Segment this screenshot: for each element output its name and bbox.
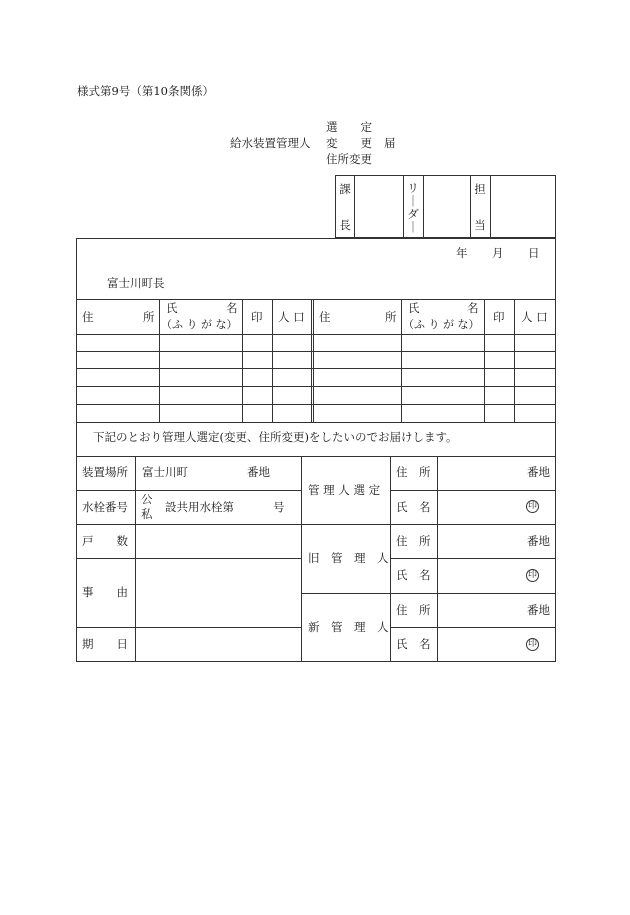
date-month: 月 [492, 246, 504, 260]
residents-header-address-1-right: 住 [319, 310, 331, 324]
approval-staff-1: 担 [474, 182, 486, 196]
old-seal-icon: 印 [527, 570, 537, 580]
reason-label: 事 由 [82, 585, 128, 599]
residents-header-name-1-right: 氏 [408, 301, 420, 315]
title-option-change: 変 更 [326, 136, 372, 150]
approval-leader-2: ｜ [407, 194, 419, 208]
date-day: 日 [528, 246, 540, 260]
location-banchi: 番地 [247, 465, 270, 479]
new-address-label: 住 所 [396, 603, 431, 617]
manager-old-label: 旧 管 理 人 [308, 551, 389, 565]
title-main: 給水装置管理人 [230, 136, 311, 150]
residents-header-name-2: 名 [226, 301, 238, 315]
approval-chief-2: 長 [339, 218, 351, 232]
title-suffix: 届 [384, 136, 396, 150]
selected-seal-icon: 印 [527, 501, 537, 511]
meter-value: 設共用水栓第 [165, 500, 234, 514]
deadline-label: 期 日 [82, 637, 128, 651]
residents-header-furigana-right: （ふ り が な） [403, 318, 480, 331]
approval-staff-2: 当 [474, 218, 486, 232]
new-name-label: 氏 名 [396, 637, 431, 651]
title-option-select: 選 定 [326, 120, 372, 134]
residents-header-name-1: 氏 [166, 301, 178, 315]
selected-banchi: 番地 [527, 465, 550, 479]
households-label: 戸 数 [82, 534, 128, 548]
selected-address-label: 住 所 [396, 465, 431, 479]
approval-leader-4: ｜ [407, 220, 419, 234]
meter-suffix: 号 [273, 500, 285, 514]
approval-leader-1: リ [407, 181, 419, 195]
residents-header-population-right: 人 口 [521, 310, 548, 324]
residents-header-address-2: 所 [143, 310, 155, 324]
old-address-label: 住 所 [396, 534, 431, 548]
addressee: 富士川町長 [107, 276, 165, 290]
form-number: 様式第9号（第10条関係） [77, 84, 214, 98]
residents-header-address-2-right: 所 [385, 310, 397, 324]
meter-public: 公 [141, 492, 153, 506]
meter-label: 水栓番号 [82, 500, 128, 514]
selected-name-label: 氏 名 [396, 500, 431, 514]
residents-header-name-2-right: 名 [467, 301, 479, 315]
residents-header-address-1: 住 [82, 310, 94, 324]
old-banchi: 番地 [527, 534, 550, 548]
location-label: 装置場所 [82, 465, 128, 479]
approval-chief-1: 課 [339, 182, 351, 196]
new-banchi: 番地 [527, 603, 550, 617]
location-value: 富士川町 [142, 465, 188, 479]
residents-header-seal-right: 印 [493, 310, 505, 324]
approval-leader-3: ダ [407, 207, 419, 221]
residents-header-population: 人 口 [278, 310, 305, 324]
title-option-address-change: 住所変更 [326, 152, 372, 166]
date-year: 年 [456, 246, 468, 260]
old-name-label: 氏 名 [396, 568, 431, 582]
residents-header-seal: 印 [251, 310, 263, 324]
manager-selected-label: 管 理 人 選 定 [308, 483, 381, 497]
manager-new-label: 新 管 理 人 [308, 620, 389, 634]
statement: 下記のとおり管理人選定(変更、住所変更)をしたいのでお届けします。 [93, 430, 458, 444]
residents-header-furigana: （ふ り が な） [161, 318, 238, 331]
meter-private: 私 [141, 507, 153, 521]
new-seal-icon: 印 [527, 639, 537, 649]
